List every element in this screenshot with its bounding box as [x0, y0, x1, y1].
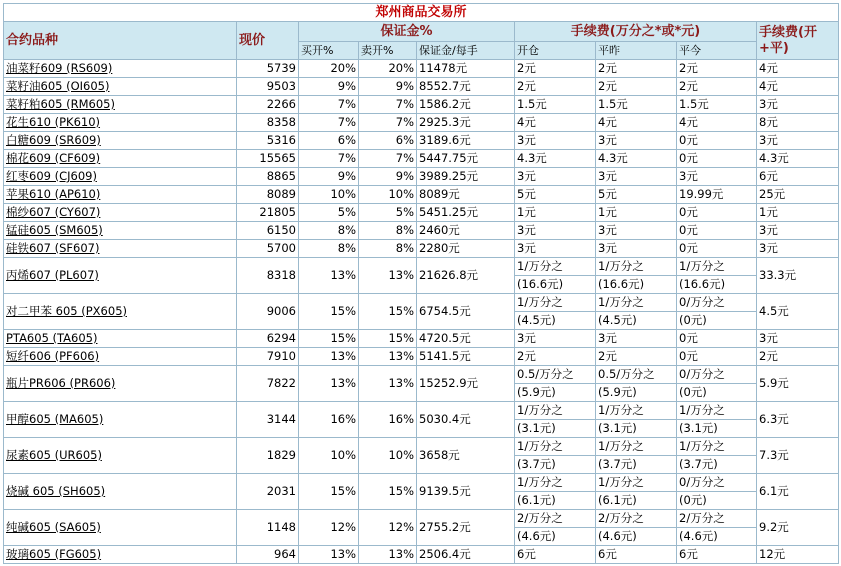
fee-amount-line: (0元) [679, 385, 707, 399]
fee-close-today-cell: 0元 [677, 222, 757, 240]
header-buy-open: 买开% [299, 42, 359, 60]
price-cell: 5739 [237, 60, 299, 78]
fee-rate-line: 1/万分之 [677, 402, 756, 420]
fee-close-yesterday-cell: 3元 [596, 168, 677, 186]
buy-open-cell: 7% [299, 150, 359, 168]
fee-close-yesterday-cell: 3元 [596, 132, 677, 150]
fee-rate-line: 1/万分之 [596, 474, 676, 492]
table-row [4, 114, 839, 132]
margin-per-lot-cell: 2506.4元 [417, 546, 515, 564]
fee-amount-line: (5.9元) [598, 385, 637, 399]
margin-per-lot-cell: 9139.5元 [417, 474, 515, 510]
contract-name-link[interactable]: 油菜籽609 (RS609) [4, 60, 237, 78]
fee-amount-line: (5.9元) [517, 385, 556, 399]
fee-total-cell: 5.9元 [757, 366, 839, 402]
sell-open-cell: 8% [359, 240, 417, 258]
fee-amount-line: (3.7元) [598, 457, 637, 471]
fee-total-cell: 3元 [757, 96, 839, 114]
fee-amount-line: (6.1元) [517, 493, 556, 507]
fee-total-cell: 33.3元 [757, 258, 839, 294]
fee-amount-line: (4.5元) [598, 313, 637, 327]
fee-close-today-cell: 0元 [677, 240, 757, 258]
fee-total-cell: 6元 [757, 168, 839, 186]
margin-per-lot-cell: 15252.9元 [417, 366, 515, 402]
table-row [4, 258, 839, 294]
header-margin-per-lot: 保证金/每手 [417, 42, 515, 60]
fee-close-today-cell: 19.99元 [677, 186, 757, 204]
sell-open-cell: 10% [359, 186, 417, 204]
fee-amount-line: (3.1元) [679, 421, 718, 435]
fee-rate-line: 2/万分之 [677, 510, 756, 528]
price-cell: 21805 [237, 204, 299, 222]
buy-open-cell: 15% [299, 294, 359, 330]
fee-close-today-cell: 6元 [677, 546, 757, 564]
fee-close-yesterday-cell [596, 294, 677, 330]
sell-open-cell: 6% [359, 132, 417, 150]
contract-name-link[interactable]: 尿素605 (UR605) [4, 438, 237, 474]
fee-open-cell [515, 438, 596, 474]
fee-close-yesterday-cell [596, 438, 677, 474]
fee-total-cell: 3元 [757, 240, 839, 258]
table-row [4, 132, 839, 150]
sell-open-cell: 13% [359, 546, 417, 564]
contract-name-link[interactable]: 纯碱605 (SA605) [4, 510, 237, 546]
fee-close-yesterday-cell: 3元 [596, 240, 677, 258]
fee-total-cell: 7.3元 [757, 438, 839, 474]
fee-close-yesterday-cell: 2元 [596, 60, 677, 78]
fee-open-cell: 6元 [515, 546, 596, 564]
fee-amount-line: (4.5元) [517, 313, 556, 327]
fee-close-today-cell: 2元 [677, 60, 757, 78]
fee-open-cell [515, 402, 596, 438]
margin-per-lot-cell: 3989.25元 [417, 168, 515, 186]
fee-close-today-cell: 2元 [677, 78, 757, 96]
fee-amount-line: (16.6元) [517, 277, 564, 291]
buy-open-cell: 9% [299, 168, 359, 186]
fee-close-today-cell [677, 402, 757, 438]
fee-total-cell: 12元 [757, 546, 839, 564]
fee-amount-line: (6.1元) [598, 493, 637, 507]
buy-open-cell: 10% [299, 186, 359, 204]
contract-name-link[interactable]: 苹果610 (AP610) [4, 186, 237, 204]
price-cell: 7910 [237, 348, 299, 366]
contract-name-link[interactable]: 棉纱607 (CY607) [4, 204, 237, 222]
table-row [4, 402, 839, 438]
fee-rate-line: 2/万分之 [515, 510, 595, 528]
contract-name-link[interactable]: 甲醇605 (MA605) [4, 402, 237, 438]
table-row [4, 96, 839, 114]
header-close-yesterday: 平昨 [596, 42, 677, 60]
table-row [4, 78, 839, 96]
header-price: 现价 [237, 22, 299, 60]
fee-close-yesterday-cell [596, 510, 677, 546]
fee-close-yesterday-cell: 1.5元 [596, 96, 677, 114]
price-cell: 5700 [237, 240, 299, 258]
buy-open-cell: 13% [299, 546, 359, 564]
price-cell: 7822 [237, 366, 299, 402]
fee-close-today-cell [677, 366, 757, 402]
table-row [4, 438, 839, 474]
fee-open-cell: 2元 [515, 348, 596, 366]
sell-open-cell: 10% [359, 438, 417, 474]
fee-amount-line: (3.7元) [679, 457, 718, 471]
sell-open-cell: 8% [359, 222, 417, 240]
header-fee-total: 手续费(开+平) [757, 22, 839, 60]
sell-open-cell: 7% [359, 96, 417, 114]
sell-open-cell: 15% [359, 474, 417, 510]
buy-open-cell: 13% [299, 258, 359, 294]
fee-close-today-cell: 0元 [677, 348, 757, 366]
buy-open-cell: 16% [299, 402, 359, 438]
price-cell: 6150 [237, 222, 299, 240]
fee-close-today-cell: 1.5元 [677, 96, 757, 114]
fee-amount-line: (16.6元) [598, 277, 645, 291]
table-row [4, 348, 839, 366]
contract-name-link[interactable]: 花生610 (PK610) [4, 114, 237, 132]
fee-open-cell: 3元 [515, 330, 596, 348]
margin-per-lot-cell: 4720.5元 [417, 330, 515, 348]
fee-close-yesterday-cell: 6元 [596, 546, 677, 564]
price-cell: 9006 [237, 294, 299, 330]
price-cell: 8318 [237, 258, 299, 294]
fee-rate-line: 1/万分之 [515, 294, 595, 312]
contract-name-link[interactable]: 硅铁607 (SF607) [4, 240, 237, 258]
fee-total-cell: 9.2元 [757, 510, 839, 546]
fee-close-yesterday-cell: 1元 [596, 204, 677, 222]
sell-open-cell: 15% [359, 330, 417, 348]
buy-open-cell: 15% [299, 330, 359, 348]
fee-rate-line: 1/万分之 [596, 402, 676, 420]
margin-per-lot-cell: 5447.75元 [417, 150, 515, 168]
fee-total-cell: 4.3元 [757, 150, 839, 168]
fee-close-yesterday-cell [596, 474, 677, 510]
price-cell: 2266 [237, 96, 299, 114]
fee-total-cell: 4元 [757, 78, 839, 96]
sell-open-cell: 16% [359, 402, 417, 438]
table-row [4, 366, 839, 402]
fee-total-cell: 25元 [757, 186, 839, 204]
buy-open-cell: 7% [299, 96, 359, 114]
header-fee-group: 手续费(万分之*或*元) [515, 22, 757, 42]
table-row [4, 186, 839, 204]
fee-rate-line: 1/万分之 [515, 402, 595, 420]
fee-open-cell: 3元 [515, 132, 596, 150]
fee-close-yesterday-cell: 2元 [596, 348, 677, 366]
fee-close-yesterday-cell [596, 366, 677, 402]
fee-close-today-cell: 0元 [677, 150, 757, 168]
fee-amount-line: (4.6元) [679, 529, 718, 543]
table-row [4, 294, 839, 330]
fee-open-cell [515, 474, 596, 510]
contract-name-link[interactable]: 瓶片PR606 (PR606) [4, 366, 237, 402]
table-row [4, 330, 839, 348]
table-row [4, 150, 839, 168]
fee-open-cell [515, 366, 596, 402]
fee-total-cell: 3元 [757, 330, 839, 348]
fee-close-yesterday-cell: 2元 [596, 78, 677, 96]
contract-name-link[interactable]: 菜籽油605 (OI605) [4, 78, 237, 96]
fee-amount-line: (3.7元) [517, 457, 556, 471]
contract-name-link[interactable]: 对二甲苯 605 (PX605) [4, 294, 237, 330]
fee-total-cell: 3元 [757, 132, 839, 150]
contract-name-link[interactable]: 烧碱 605 (SH605) [4, 474, 237, 510]
price-cell: 3144 [237, 402, 299, 438]
buy-open-cell: 10% [299, 438, 359, 474]
margin-per-lot-cell: 5141.5元 [417, 348, 515, 366]
price-cell: 6294 [237, 330, 299, 348]
header-close-today: 平今 [677, 42, 757, 60]
buy-open-cell: 13% [299, 348, 359, 366]
margin-per-lot-cell: 3189.6元 [417, 132, 515, 150]
fee-amount-line: (0元) [679, 313, 707, 327]
fee-total-cell: 6.3元 [757, 402, 839, 438]
contract-name-link[interactable]: 红枣609 (CJ609) [4, 168, 237, 186]
table-row [4, 60, 839, 78]
fee-open-cell: 3元 [515, 240, 596, 258]
buy-open-cell: 8% [299, 240, 359, 258]
contract-name-link[interactable]: 玻璃605 (FG605) [4, 546, 237, 564]
fee-close-yesterday-cell: 3元 [596, 222, 677, 240]
fee-rate-line: 1/万分之 [515, 474, 595, 492]
fee-rate-line: 1/万分之 [515, 258, 595, 276]
fee-close-yesterday-cell: 5元 [596, 186, 677, 204]
fee-close-yesterday-cell [596, 402, 677, 438]
fee-close-yesterday-cell: 3元 [596, 330, 677, 348]
fee-close-yesterday-cell: 4元 [596, 114, 677, 132]
contract-name-link[interactable]: 菜籽粕605 (RM605) [4, 96, 237, 114]
buy-open-cell: 12% [299, 510, 359, 546]
fee-total-cell: 6.1元 [757, 474, 839, 510]
fee-open-cell: 3元 [515, 168, 596, 186]
buy-open-cell: 15% [299, 474, 359, 510]
sell-open-cell: 7% [359, 150, 417, 168]
table-row [4, 222, 839, 240]
fee-open-cell [515, 294, 596, 330]
fee-total-cell: 4.5元 [757, 294, 839, 330]
margin-per-lot-cell: 5030.4元 [417, 402, 515, 438]
fee-rate-line: 1/万分之 [677, 438, 756, 456]
margin-per-lot-cell: 2460元 [417, 222, 515, 240]
contract-name-link[interactable]: 白糖609 (SR609) [4, 132, 237, 150]
contract-name-link[interactable]: 短纤606 (PF606) [4, 348, 237, 366]
sell-open-cell: 5% [359, 204, 417, 222]
sell-open-cell: 13% [359, 258, 417, 294]
fee-amount-line: (4.6元) [517, 529, 556, 543]
buy-open-cell: 7% [299, 114, 359, 132]
price-cell: 2031 [237, 474, 299, 510]
fee-amount-line: (0元) [679, 493, 707, 507]
header-open: 开仓 [515, 42, 596, 60]
fee-close-today-cell: 4元 [677, 114, 757, 132]
price-cell: 8089 [237, 186, 299, 204]
fee-amount-line: (3.1元) [598, 421, 637, 435]
buy-open-cell: 8% [299, 222, 359, 240]
fee-open-cell: 3元 [515, 222, 596, 240]
table-row [4, 510, 839, 546]
margin-per-lot-cell: 5451.25元 [417, 204, 515, 222]
table-row [4, 546, 839, 564]
fee-close-today-cell: 0元 [677, 204, 757, 222]
sell-open-cell: 13% [359, 348, 417, 366]
margin-per-lot-cell: 6754.5元 [417, 294, 515, 330]
fee-close-today-cell [677, 294, 757, 330]
fee-rate-line: 1/万分之 [596, 258, 676, 276]
fee-rate-line: 1/万分之 [515, 438, 595, 456]
margin-per-lot-cell: 1586.2元 [417, 96, 515, 114]
price-cell: 9503 [237, 78, 299, 96]
header-contract: 合约品种 [4, 22, 237, 60]
sell-open-cell: 12% [359, 510, 417, 546]
fee-open-cell: 2元 [515, 60, 596, 78]
sell-open-cell: 9% [359, 78, 417, 96]
contract-name-link[interactable]: 丙烯607 (PL607) [4, 258, 237, 294]
fee-close-today-cell: 0元 [677, 330, 757, 348]
margin-per-lot-cell: 8552.7元 [417, 78, 515, 96]
table-row [4, 240, 839, 258]
fee-close-today-cell [677, 474, 757, 510]
contract-name-link[interactable]: PTA605 (TA605) [4, 330, 237, 348]
fee-rate-line: 0/万分之 [677, 474, 756, 492]
fee-close-today-cell [677, 510, 757, 546]
price-cell: 1148 [237, 510, 299, 546]
fee-amount-line: (16.6元) [679, 277, 726, 291]
price-cell: 5316 [237, 132, 299, 150]
margin-per-lot-cell: 2280元 [417, 240, 515, 258]
fee-rate-line: 1/万分之 [596, 438, 676, 456]
fee-amount-line: (4.6元) [598, 529, 637, 543]
price-cell: 964 [237, 546, 299, 564]
price-cell: 8358 [237, 114, 299, 132]
fee-close-yesterday-cell: 4.3元 [596, 150, 677, 168]
fee-open-cell: 4.3元 [515, 150, 596, 168]
fee-open-cell [515, 258, 596, 294]
fee-open-cell: 1.5元 [515, 96, 596, 114]
table-row [4, 474, 839, 510]
sell-open-cell: 20% [359, 60, 417, 78]
price-cell: 15565 [237, 150, 299, 168]
margin-per-lot-cell: 8089元 [417, 186, 515, 204]
fee-amount-line: (3.1元) [517, 421, 556, 435]
fee-total-cell: 8元 [757, 114, 839, 132]
fee-close-yesterday-cell [596, 258, 677, 294]
fee-rate-line: 0/万分之 [677, 366, 756, 384]
margin-per-lot-cell: 11478元 [417, 60, 515, 78]
fee-table [3, 3, 839, 564]
fee-rate-line: 0/万分之 [677, 294, 756, 312]
sell-open-cell: 15% [359, 294, 417, 330]
margin-per-lot-cell: 2925.3元 [417, 114, 515, 132]
fee-open-cell: 1元 [515, 204, 596, 222]
margin-per-lot-cell: 2755.2元 [417, 510, 515, 546]
buy-open-cell: 13% [299, 366, 359, 402]
fee-close-today-cell: 3元 [677, 168, 757, 186]
fee-open-cell: 5元 [515, 186, 596, 204]
fee-open-cell: 4元 [515, 114, 596, 132]
header-sell-open: 卖开% [359, 42, 417, 60]
buy-open-cell: 9% [299, 78, 359, 96]
fee-open-cell [515, 510, 596, 546]
margin-per-lot-cell: 21626.8元 [417, 258, 515, 294]
fee-close-today-cell: 0元 [677, 132, 757, 150]
fee-open-cell: 2元 [515, 78, 596, 96]
buy-open-cell: 20% [299, 60, 359, 78]
fee-total-cell: 3元 [757, 222, 839, 240]
table-row [4, 168, 839, 186]
table-row [4, 204, 839, 222]
fee-rate-line: 0.5/万分之 [515, 366, 595, 384]
fee-total-cell: 2元 [757, 348, 839, 366]
exchange-title: 郑州商品交易所 [4, 4, 839, 22]
fee-total-cell: 1元 [757, 204, 839, 222]
price-cell: 1829 [237, 438, 299, 474]
price-cell: 8865 [237, 168, 299, 186]
buy-open-cell: 5% [299, 204, 359, 222]
contract-name-link[interactable]: 锰硅605 (SM605) [4, 222, 237, 240]
sell-open-cell: 9% [359, 168, 417, 186]
buy-open-cell: 6% [299, 132, 359, 150]
fee-close-today-cell [677, 258, 757, 294]
sell-open-cell: 7% [359, 114, 417, 132]
margin-per-lot-cell: 3658元 [417, 438, 515, 474]
fee-rate-line: 1/万分之 [677, 258, 756, 276]
fee-total-cell: 4元 [757, 60, 839, 78]
contract-name-link[interactable]: 棉花609 (CF609) [4, 150, 237, 168]
header-margin-group: 保证金% [299, 22, 515, 42]
sell-open-cell: 13% [359, 366, 417, 402]
fee-table-container [3, 3, 839, 564]
fee-rate-line: 2/万分之 [596, 510, 676, 528]
fee-close-today-cell [677, 438, 757, 474]
fee-rate-line: 1/万分之 [596, 294, 676, 312]
fee-rate-line: 0.5/万分之 [596, 366, 676, 384]
